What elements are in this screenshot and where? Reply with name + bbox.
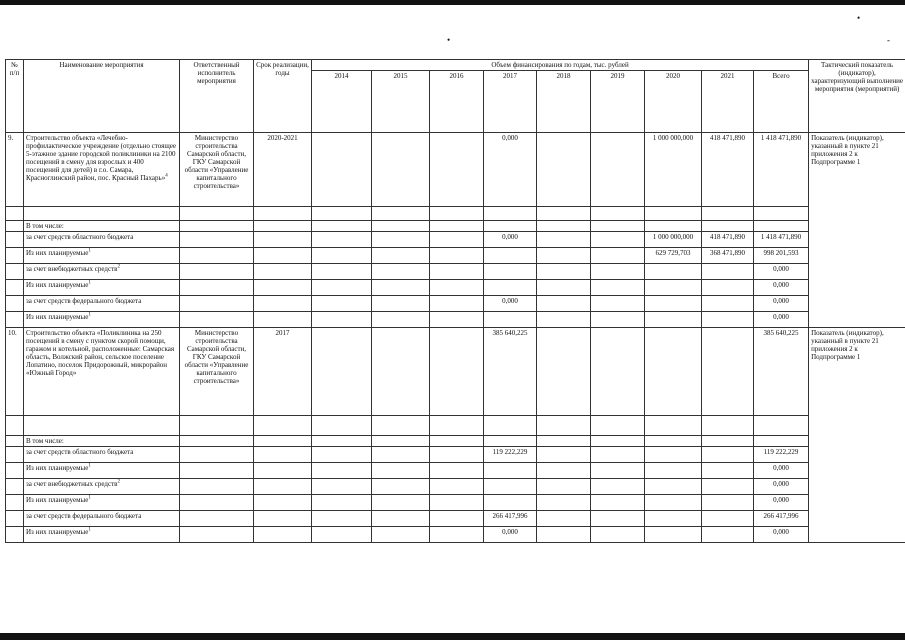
value-cell <box>372 479 430 495</box>
spacer-cell <box>312 436 372 447</box>
item-number: 9. <box>6 133 24 207</box>
value-cell <box>645 312 702 328</box>
value-cell <box>645 264 702 280</box>
value-cell <box>430 232 484 248</box>
value-cell <box>702 463 754 479</box>
spacer-cell <box>180 296 254 312</box>
value-cell <box>430 133 484 207</box>
value-cell <box>372 328 430 416</box>
funding-row <box>6 312 905 328</box>
footnote-marker: 1 <box>88 312 91 318</box>
funding-label: за счет средств федерального бюджета <box>24 296 180 312</box>
footnote-marker: 4 <box>165 173 168 179</box>
spacer-cell <box>180 447 254 463</box>
value-cell <box>312 463 372 479</box>
value-cell: 385 640,225 <box>754 328 809 416</box>
value-cell: 0,000 <box>484 133 537 207</box>
spacer-row <box>6 416 905 436</box>
spacer-cell <box>484 436 537 447</box>
value-cell <box>430 447 484 463</box>
spacer-cell <box>180 495 254 511</box>
spacer-cell <box>254 296 312 312</box>
year-header: 2021 <box>702 71 754 133</box>
spacer-cell <box>6 447 24 463</box>
spacer-cell <box>372 221 430 232</box>
item-responsible: Министерство строительства Самарской области, ГКУ Самарской области «Управление капитального строительства» <box>180 328 254 416</box>
value-cell <box>537 479 591 495</box>
value-cell: 0,000 <box>484 232 537 248</box>
value-cell <box>484 463 537 479</box>
value-cell: 0,000 <box>754 312 809 328</box>
spacer-cell <box>6 264 24 280</box>
spacer-cell <box>180 527 254 543</box>
value-cell <box>430 296 484 312</box>
spacer-cell <box>254 479 312 495</box>
spacer-cell <box>6 232 24 248</box>
value-cell <box>430 479 484 495</box>
item-indicator: Показатель (индикатор), указанный в пункте 21 приложения 2 к Подпрограмме 1 <box>809 133 905 328</box>
value-cell <box>537 133 591 207</box>
funding-label: Из них планируемые$^1$ <box>24 463 180 479</box>
value-cell <box>537 312 591 328</box>
year-header: 2016 <box>430 71 484 133</box>
spacer-cell <box>6 221 24 232</box>
total-header: Всего <box>754 71 809 133</box>
value-cell <box>702 495 754 511</box>
value-cell <box>702 328 754 416</box>
footnote-marker: 1 <box>88 527 91 533</box>
funding-row <box>6 264 905 280</box>
value-cell <box>702 312 754 328</box>
including-label: В том числе: <box>24 221 180 232</box>
funding-label: за счет средств областного бюджета <box>24 232 180 248</box>
value-cell <box>645 527 702 543</box>
value-cell: 0,000 <box>484 296 537 312</box>
value-cell <box>430 328 484 416</box>
value-cell <box>430 511 484 527</box>
spacer-cell <box>591 436 645 447</box>
value-cell <box>430 527 484 543</box>
value-cell <box>702 511 754 527</box>
spacer-cell <box>254 447 312 463</box>
value-cell <box>537 248 591 264</box>
col-indicator-header: Тактический показатель (индикатор), характеризующий выполнение мероприятия (мероприятий) <box>809 60 905 133</box>
value-cell: 119 222,229 <box>754 447 809 463</box>
spacer-cell <box>702 436 754 447</box>
spacer-cell <box>180 463 254 479</box>
value-cell <box>430 264 484 280</box>
value-cell <box>312 312 372 328</box>
value-cell <box>591 264 645 280</box>
funding-label: за счет внебюджетных средств$^2$ <box>24 479 180 495</box>
value-cell <box>372 264 430 280</box>
value-cell <box>702 527 754 543</box>
value-cell <box>312 511 372 527</box>
value-cell <box>372 280 430 296</box>
spacer-cell <box>6 495 24 511</box>
value-cell <box>372 511 430 527</box>
value-cell <box>430 495 484 511</box>
year-header: 2018 <box>537 71 591 133</box>
value-cell: 0,000 <box>754 296 809 312</box>
value-cell: 119 222,229 <box>484 447 537 463</box>
value-cell <box>702 296 754 312</box>
year-header: 2015 <box>372 71 430 133</box>
value-cell <box>484 312 537 328</box>
value-cell <box>372 495 430 511</box>
value-cell <box>591 328 645 416</box>
value-cell <box>537 447 591 463</box>
spacer-cell <box>754 221 809 232</box>
year-header: 2019 <box>591 71 645 133</box>
spacer-cell <box>254 463 312 479</box>
value-cell <box>312 447 372 463</box>
value-cell <box>484 264 537 280</box>
value-cell: 385 640,225 <box>484 328 537 416</box>
funding-label: Из них планируемые$^1$ <box>24 527 180 543</box>
value-cell <box>537 296 591 312</box>
value-cell <box>645 495 702 511</box>
col-financing-header: Объем финансирования по годам, тыс. рублей <box>312 60 809 71</box>
value-cell <box>591 232 645 248</box>
value-cell <box>372 248 430 264</box>
footnote-marker: 2 <box>117 479 120 485</box>
scan-mark: • <box>447 35 451 45</box>
spacer-cell <box>6 296 24 312</box>
value-cell <box>372 133 430 207</box>
spacer-cell <box>312 207 372 221</box>
footnote-marker: 1 <box>88 280 91 286</box>
spacer-cell <box>372 436 430 447</box>
value-cell <box>372 296 430 312</box>
spacer-cell <box>6 436 24 447</box>
value-cell: 266 417,996 <box>754 511 809 527</box>
spacer-cell <box>254 436 312 447</box>
value-cell <box>430 463 484 479</box>
value-cell <box>591 511 645 527</box>
spacer-cell <box>254 511 312 527</box>
item-responsible: Министерство строительства Самарской области, ГКУ Самарской области «Управление капитального строительства» <box>180 133 254 207</box>
value-cell <box>537 264 591 280</box>
year-header: 2020 <box>645 71 702 133</box>
item-name: Строительство объекта «Лечебно-профилактическое учреждение (отдельно стоящее 5-этажное здание городской поликлиники на 2100 посещений в смену для взрослых и 400 посещений для детей) в г.о. Самара, Красноглинский район, пос. Красный Пахарь»$^4$ <box>24 133 180 207</box>
spacer-cell <box>254 264 312 280</box>
value-cell <box>591 133 645 207</box>
value-cell <box>591 479 645 495</box>
value-cell <box>591 463 645 479</box>
spacer-cell <box>254 527 312 543</box>
spacer-cell <box>6 511 24 527</box>
value-cell <box>484 479 537 495</box>
value-cell <box>591 296 645 312</box>
value-cell: 0,000 <box>754 495 809 511</box>
value-cell: 1 418 471,890 <box>754 232 809 248</box>
value-cell <box>702 447 754 463</box>
value-cell <box>537 232 591 248</box>
funding-label: за счет средств федерального бюджета <box>24 511 180 527</box>
spacer-cell <box>702 416 754 436</box>
value-cell: 0,000 <box>754 479 809 495</box>
spacer-cell <box>254 312 312 328</box>
value-cell: 266 417,996 <box>484 511 537 527</box>
value-cell: 629 729,703 <box>645 248 702 264</box>
spacer-cell <box>6 416 24 436</box>
spacer-cell <box>254 248 312 264</box>
year-header: 2014 <box>312 71 372 133</box>
funding-row <box>6 248 905 264</box>
spacer-cell <box>6 479 24 495</box>
value-cell <box>430 280 484 296</box>
scan-mark: • <box>857 13 861 23</box>
spacer-cell <box>254 495 312 511</box>
value-cell <box>537 328 591 416</box>
spacer-cell <box>484 207 537 221</box>
spacer-cell <box>754 436 809 447</box>
spacer-cell <box>254 232 312 248</box>
spacer-cell <box>6 463 24 479</box>
spacer-cell <box>430 221 484 232</box>
value-cell <box>372 527 430 543</box>
spacer-cell <box>24 416 180 436</box>
col-responsible-header: Ответственный исполнитель мероприятия <box>180 60 254 133</box>
spacer-cell <box>254 221 312 232</box>
funding-row <box>6 296 905 312</box>
scan-mark: - <box>887 35 890 45</box>
col-num-header: № п/п <box>6 60 24 133</box>
spacer-cell <box>537 221 591 232</box>
value-cell <box>537 463 591 479</box>
spacer-cell <box>484 416 537 436</box>
value-cell <box>645 296 702 312</box>
item-name: Строительство объекта «Поликлиника на 250 посещений в смену с пунктом скорой помощи, гаражом и котельной, расположенные: Самарская область, Волжский район, сельское поселение Лопатино, поселок Придорожный, микрорайон «Южный Город» <box>24 328 180 416</box>
spacer-cell <box>645 221 702 232</box>
value-cell <box>484 280 537 296</box>
value-cell <box>537 280 591 296</box>
value-cell <box>312 248 372 264</box>
funding-row <box>6 232 905 248</box>
including-row <box>6 221 905 232</box>
funding-label: Из них планируемые$^1$ <box>24 280 180 296</box>
value-cell: 1 000 000,000 <box>645 232 702 248</box>
value-cell <box>702 264 754 280</box>
col-name-header: Наименование мероприятия <box>24 60 180 133</box>
spacer-cell <box>702 207 754 221</box>
funding-label: за счет внебюджетных средств$^2$ <box>24 264 180 280</box>
spacer-cell <box>591 221 645 232</box>
spacer-cell <box>6 527 24 543</box>
spacer-cell <box>24 207 180 221</box>
funding-row <box>6 527 905 543</box>
value-cell <box>312 133 372 207</box>
value-cell <box>645 463 702 479</box>
spacer-cell <box>645 416 702 436</box>
value-cell <box>430 248 484 264</box>
spacer-cell <box>254 280 312 296</box>
value-cell: 0,000 <box>754 527 809 543</box>
value-cell <box>430 312 484 328</box>
value-cell <box>537 511 591 527</box>
footnote-marker: 1 <box>88 248 91 254</box>
spacer-cell <box>254 207 312 221</box>
value-cell <box>372 447 430 463</box>
value-cell <box>591 312 645 328</box>
footnote-marker: 2 <box>117 264 120 270</box>
top-border <box>0 0 905 5</box>
value-cell: 1 418 471,890 <box>754 133 809 207</box>
value-cell <box>645 479 702 495</box>
spacer-cell <box>6 207 24 221</box>
spacer-cell <box>484 221 537 232</box>
funding-row <box>6 463 905 479</box>
item-indicator: Показатель (индикатор), указанный в пункте 21 приложения 2 к Подпрограмме 1 <box>809 328 905 543</box>
funding-row <box>6 447 905 463</box>
value-cell <box>591 248 645 264</box>
value-cell <box>645 511 702 527</box>
value-cell <box>312 479 372 495</box>
funding-label: Из них планируемые$^1$ <box>24 248 180 264</box>
spacer-cell <box>180 232 254 248</box>
value-cell <box>312 232 372 248</box>
funding-row <box>6 511 905 527</box>
spacer-cell <box>645 207 702 221</box>
col-term-header: Срок реализации, годы <box>254 60 312 133</box>
spacer-cell <box>180 479 254 495</box>
spacer-cell <box>6 248 24 264</box>
spacer-cell <box>180 264 254 280</box>
funding-label: Из них планируемые$^1$ <box>24 312 180 328</box>
table-body <box>6 133 905 543</box>
value-cell <box>312 264 372 280</box>
value-cell: 418 471,890 <box>702 133 754 207</box>
table-row-item <box>6 328 905 416</box>
funding-row <box>6 479 905 495</box>
spacer-cell <box>180 416 254 436</box>
spacer-cell <box>537 207 591 221</box>
spacer-cell <box>180 207 254 221</box>
value-cell: 418 471,890 <box>702 232 754 248</box>
footnote-marker: 1 <box>88 495 91 501</box>
value-cell: 0,000 <box>484 527 537 543</box>
value-cell <box>312 328 372 416</box>
table-row-item <box>6 133 905 207</box>
value-cell <box>312 495 372 511</box>
value-cell <box>312 280 372 296</box>
value-cell <box>591 495 645 511</box>
year-header: 2017 <box>484 71 537 133</box>
funding-label: за счет средств областного бюджета <box>24 447 180 463</box>
spacer-cell <box>254 416 312 436</box>
value-cell: 368 471,890 <box>702 248 754 264</box>
spacer-cell <box>430 207 484 221</box>
item-term: 2020-2021 <box>254 133 312 207</box>
value-cell <box>312 527 372 543</box>
spacer-cell <box>180 280 254 296</box>
value-cell: 0,000 <box>754 463 809 479</box>
value-cell <box>591 280 645 296</box>
spacer-cell <box>180 511 254 527</box>
value-cell <box>372 232 430 248</box>
spacer-cell <box>180 312 254 328</box>
spacer-cell <box>430 436 484 447</box>
item-term: 2017 <box>254 328 312 416</box>
spacer-cell <box>6 280 24 296</box>
spacer-cell <box>702 221 754 232</box>
value-cell <box>645 447 702 463</box>
value-cell: 998 201,593 <box>754 248 809 264</box>
value-cell <box>372 463 430 479</box>
spacer-cell <box>312 221 372 232</box>
value-cell <box>537 527 591 543</box>
funding-row <box>6 280 905 296</box>
funding-label: Из них планируемые$^1$ <box>24 495 180 511</box>
item-number: 10. <box>6 328 24 416</box>
value-cell <box>484 495 537 511</box>
spacer-cell <box>537 416 591 436</box>
bottom-border <box>0 633 905 640</box>
spacer-cell <box>180 248 254 264</box>
spacer-cell <box>591 207 645 221</box>
value-cell: 0,000 <box>754 264 809 280</box>
spacer-cell <box>372 416 430 436</box>
value-cell <box>484 248 537 264</box>
spacer-cell <box>6 312 24 328</box>
value-cell <box>372 312 430 328</box>
spacer-cell <box>754 207 809 221</box>
funding-row <box>6 495 905 511</box>
value-cell <box>645 280 702 296</box>
financing-table <box>5 59 905 543</box>
spacer-cell <box>754 416 809 436</box>
value-cell: 1 000 000,000 <box>645 133 702 207</box>
spacer-cell <box>591 416 645 436</box>
value-cell <box>702 479 754 495</box>
spacer-cell <box>430 416 484 436</box>
spacer-cell <box>372 207 430 221</box>
value-cell <box>591 447 645 463</box>
footnote-marker: 1 <box>88 463 91 469</box>
spacer-cell <box>180 436 254 447</box>
spacer-cell <box>537 436 591 447</box>
value-cell <box>645 328 702 416</box>
including-label: В том числе: <box>24 436 180 447</box>
spacer-cell <box>312 416 372 436</box>
value-cell <box>591 527 645 543</box>
spacer-cell <box>180 221 254 232</box>
spacer-cell <box>645 436 702 447</box>
value-cell <box>702 280 754 296</box>
value-cell <box>537 495 591 511</box>
including-row <box>6 436 905 447</box>
value-cell: 0,000 <box>754 280 809 296</box>
spacer-row <box>6 207 905 221</box>
header-row <box>6 60 905 71</box>
value-cell <box>312 296 372 312</box>
